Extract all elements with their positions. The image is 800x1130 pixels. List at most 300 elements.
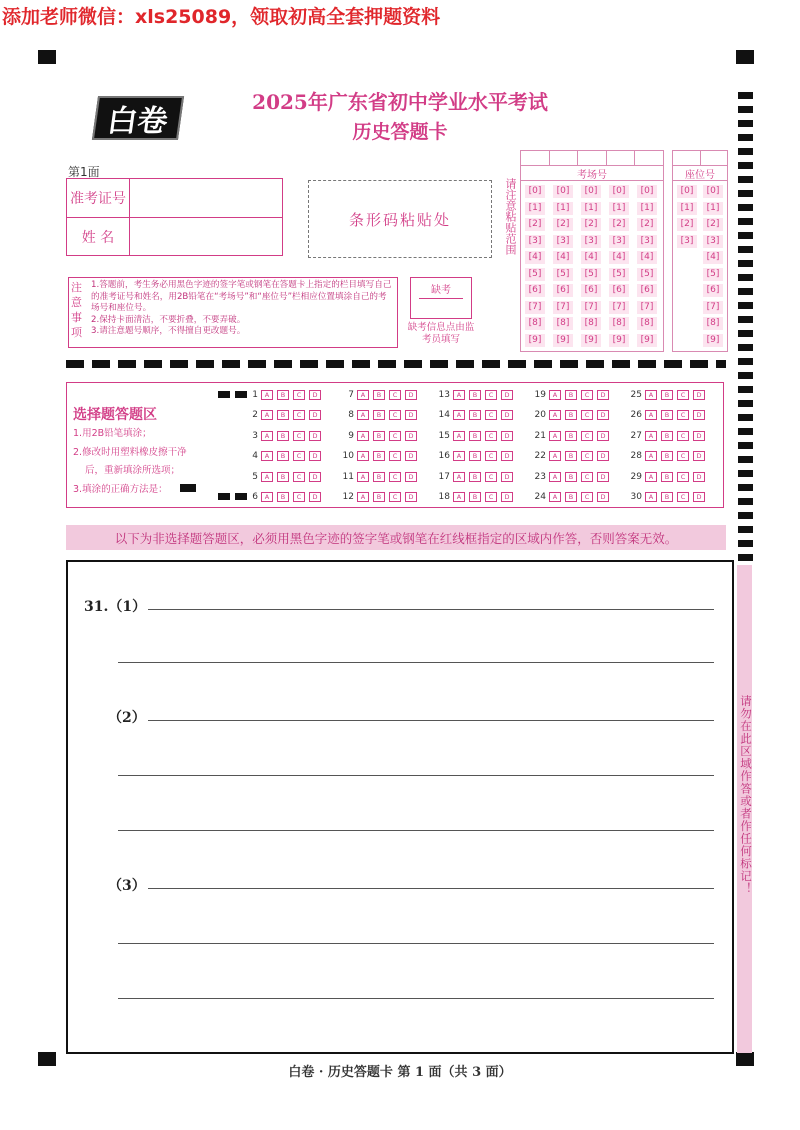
option-bubble[interactable]: C [485, 410, 497, 420]
mc-question [532, 410, 613, 420]
question-number: 27 [630, 430, 642, 441]
note-item: 1.答题前，考生务必用黑色字迹的签字笔或钢笔在答题卡上指定的栏目填写自己的准考证号和姓名，用2B铅笔在“考场号”和“座位号”栏相应位置填涂自己的考场号和座位号。 [91, 280, 392, 313]
timing-mark [738, 386, 753, 393]
part-2-label: （2） [108, 710, 146, 726]
option-bubble[interactable]: B [373, 410, 385, 420]
exam-room-bubble[interactable]: [9] [581, 334, 601, 347]
option-bubble[interactable]: C [581, 451, 593, 461]
mc-question [340, 431, 421, 441]
option-bubble[interactable]: A [261, 431, 273, 441]
timing-mark [738, 456, 753, 463]
mc-question [532, 492, 613, 502]
exam-room-bubble[interactable]: [8] [637, 317, 657, 330]
exam-room-bubble[interactable]: [9] [609, 334, 629, 347]
option-bubble[interactable]: A [357, 390, 369, 400]
exam-room-grid [520, 150, 664, 352]
option-bubble[interactable]: D [501, 451, 513, 461]
seat-bubble[interactable]: [1] [703, 202, 723, 215]
exam-room-bubble[interactable]: [0] [553, 185, 573, 198]
seat-bubble[interactable]: [0] [703, 185, 723, 198]
absent-fill[interactable] [419, 298, 463, 313]
option-bubble[interactable]: C [389, 451, 401, 461]
option-bubble[interactable]: D [597, 472, 609, 482]
exam-room-bubble[interactable]: [8] [609, 317, 629, 330]
option-bubble[interactable]: B [277, 390, 289, 400]
question-number: 2 [252, 410, 258, 421]
timing-mark [738, 330, 753, 337]
timing-mark [738, 302, 753, 309]
exam-room-bubble[interactable]: [6] [525, 284, 545, 297]
answer-line[interactable] [148, 888, 714, 889]
option-bubble[interactable]: B [661, 451, 673, 461]
mc-question [244, 431, 325, 441]
option-bubble[interactable]: B [277, 451, 289, 461]
seat-title: 座位号 [673, 166, 727, 181]
seat-bubble[interactable]: [9] [703, 334, 723, 347]
exam-room-bubble[interactable]: [2] [637, 218, 657, 231]
exam-room-bubble[interactable]: [5] [581, 268, 601, 281]
option-bubble[interactable]: B [565, 472, 577, 482]
option-bubble[interactable]: C [581, 492, 593, 502]
timing-mark [738, 358, 753, 365]
seat-bubble[interactable]: [0] [677, 185, 697, 198]
exam-room-bubble[interactable]: [3] [581, 235, 601, 248]
timing-mark [738, 176, 753, 183]
exam-room-bubble[interactable]: [4] [637, 251, 657, 264]
part-1-label: （1） [108, 599, 147, 615]
timing-mark [738, 148, 753, 155]
option-bubble[interactable]: A [645, 451, 657, 461]
exam-room-bubble[interactable]: [2] [609, 218, 629, 231]
exam-room-bubble[interactable]: [5] [637, 268, 657, 281]
mc-question [436, 390, 517, 400]
option-bubble[interactable]: C [581, 472, 593, 482]
option-bubble[interactable]: A [549, 451, 561, 461]
side-warning: 请勿在此区域作答或者作任何标记！ [739, 695, 753, 895]
option-bubble[interactable]: B [373, 451, 385, 461]
question-number: 31. [84, 599, 109, 615]
exam-room-bubble[interactable]: [6] [553, 284, 573, 297]
timing-mark [738, 288, 753, 295]
option-bubble[interactable]: A [549, 390, 561, 400]
option-bubble[interactable]: B [373, 390, 385, 400]
name-label: 姓 名 [67, 218, 130, 256]
option-bubble[interactable]: D [309, 472, 321, 482]
question-number: 28 [630, 451, 642, 462]
timing-mark [738, 162, 753, 169]
option-bubble[interactable]: A [549, 431, 561, 441]
option-bubble[interactable]: D [597, 451, 609, 461]
mc-question [244, 390, 325, 400]
question-number: 18 [438, 492, 450, 502]
note-item: 3.请注意题号顺序，不得擅自更改题号。 [91, 326, 246, 336]
seat-bubble[interactable]: [5] [703, 268, 723, 281]
timing-mark [738, 190, 753, 197]
option-bubble[interactable]: D [597, 410, 609, 420]
mc-question [532, 451, 613, 461]
timing-mark [738, 554, 753, 561]
absent-label: 缺考 [431, 285, 451, 296]
option-bubble[interactable]: B [373, 431, 385, 441]
option-bubble[interactable]: A [453, 472, 465, 482]
question-31-label [84, 596, 146, 616]
option-bubble[interactable]: D [501, 431, 513, 441]
option-bubble[interactable]: D [405, 431, 417, 441]
option-bubble[interactable]: D [309, 431, 321, 441]
mc-question [340, 410, 421, 420]
option-bubble[interactable]: B [469, 410, 481, 420]
top-ad-text: 添加老师微信：xls25089，领取初高全套押题资料 [2, 6, 441, 28]
option-bubble[interactable]: A [453, 410, 465, 420]
question-number: 4 [252, 451, 258, 462]
barcode-area: 条形码粘贴处 [308, 180, 492, 258]
correct-fill-example [180, 484, 196, 492]
option-bubble[interactable]: A [261, 410, 273, 420]
option-bubble[interactable]: D [501, 472, 513, 482]
question-number: 3 [252, 430, 258, 441]
option-bubble[interactable]: B [565, 451, 577, 461]
option-bubble[interactable]: C [293, 451, 305, 461]
option-bubble[interactable]: A [645, 390, 657, 400]
question-number: 12 [342, 492, 354, 502]
timing-mark [738, 442, 753, 449]
exam-room-bubble[interactable]: [5] [553, 268, 573, 281]
option-bubble[interactable]: C [293, 472, 305, 482]
exam-room-bubble[interactable]: [0] [525, 185, 545, 198]
exam-room-bubble[interactable]: [1] [525, 202, 545, 215]
question-number: 10 [342, 451, 354, 462]
exam-room-bubble[interactable]: [6] [637, 284, 657, 297]
option-bubble[interactable]: C [389, 410, 401, 420]
option-bubble[interactable]: A [261, 472, 273, 482]
exam-room-bubble[interactable]: [6] [609, 284, 629, 297]
seat-bubble[interactable]: [7] [703, 301, 723, 314]
option-bubble[interactable]: D [405, 390, 417, 400]
option-bubble[interactable]: D [501, 492, 513, 502]
mc-question [436, 410, 517, 420]
timing-mark [738, 498, 753, 505]
option-bubble[interactable]: C [293, 431, 305, 441]
option-bubble[interactable]: A [453, 492, 465, 502]
option-bubble[interactable]: C [293, 390, 305, 400]
timing-mark [738, 232, 753, 239]
option-bubble[interactable]: A [261, 492, 273, 502]
exam-room-bubble[interactable]: [8] [553, 317, 573, 330]
question-number: 16 [438, 451, 450, 462]
mc-question [628, 390, 709, 400]
registration-mark [38, 50, 56, 64]
option-bubble[interactable]: B [565, 390, 577, 400]
option-bubble[interactable]: C [677, 410, 689, 420]
exam-room-bubble[interactable]: [2] [553, 218, 573, 231]
notes-box [68, 277, 398, 348]
mc-question [436, 451, 517, 461]
timing-mark [738, 316, 753, 323]
timing-mark [738, 526, 753, 533]
option-bubble[interactable]: C [293, 492, 305, 502]
option-bubble[interactable]: A [261, 390, 273, 400]
answer-line[interactable] [118, 830, 714, 831]
notes-body [91, 280, 393, 338]
mc-question [436, 472, 517, 482]
option-bubble[interactable]: D [501, 410, 513, 420]
option-bubble[interactable]: D [693, 492, 705, 502]
option-bubble[interactable]: A [645, 492, 657, 502]
part-3-label: （3） [108, 878, 146, 894]
exam-room-bubble[interactable]: [1] [637, 202, 657, 215]
exam-room-bubble[interactable]: [7] [525, 301, 545, 314]
exam-room-bubble[interactable]: [0] [609, 185, 629, 198]
option-bubble[interactable]: A [357, 431, 369, 441]
mc-question [532, 431, 613, 441]
answer-line[interactable] [148, 609, 714, 610]
option-bubble[interactable]: C [293, 410, 305, 420]
option-bubble[interactable]: D [309, 410, 321, 420]
exam-room-bubble[interactable]: [9] [637, 334, 657, 347]
option-bubble[interactable]: B [373, 492, 385, 502]
timing-mark [738, 540, 753, 547]
timing-mark [738, 400, 753, 407]
mc-question [340, 390, 421, 400]
option-bubble[interactable]: D [501, 390, 513, 400]
option-bubble[interactable]: A [357, 472, 369, 482]
exam-room-bubble[interactable]: [1] [581, 202, 601, 215]
exam-room-bubble[interactable]: [5] [525, 268, 545, 281]
option-bubble[interactable]: D [597, 492, 609, 502]
exam-room-bubble[interactable]: [2] [581, 218, 601, 231]
option-bubble[interactable]: C [485, 472, 497, 482]
exam-room-bubble[interactable]: [8] [525, 317, 545, 330]
mc-instruction: 3.填涂的正确方法是： [73, 484, 168, 495]
question-number: 8 [348, 410, 354, 421]
option-bubble[interactable]: D [597, 431, 609, 441]
notes-head: 注意事项 [71, 281, 82, 339]
option-bubble[interactable]: B [565, 431, 577, 441]
question-number: 25 [630, 390, 642, 400]
mc-question [244, 410, 325, 420]
option-bubble[interactable]: D [693, 410, 705, 420]
seat-bubble[interactable]: [3] [703, 235, 723, 248]
option-bubble[interactable]: B [469, 472, 481, 482]
option-bubble[interactable]: A [549, 472, 561, 482]
seat-bubble[interactable]: [6] [703, 284, 723, 297]
mc-question [532, 472, 613, 482]
exam-room-bubble[interactable]: [9] [553, 334, 573, 347]
answer-line[interactable] [118, 775, 714, 776]
option-bubble[interactable]: B [277, 492, 289, 502]
note-item: 2.保持卡面清洁，不要折叠，不要弄破。 [91, 314, 246, 325]
question-number: 19 [534, 390, 546, 400]
answer-box[interactable] [66, 560, 734, 1054]
page-footer: 白卷 · 历史答题卡 第 1 面（共 3 面） [288, 1065, 512, 1080]
option-bubble[interactable]: B [469, 492, 481, 502]
option-bubble[interactable]: B [661, 390, 673, 400]
option-bubble[interactable]: A [645, 410, 657, 420]
option-bubble[interactable]: D [597, 390, 609, 400]
exam-room-bubble[interactable]: [1] [609, 202, 629, 215]
option-bubble[interactable]: B [277, 472, 289, 482]
fill-notice: 请注意粘贴范围 [504, 178, 517, 255]
option-bubble[interactable]: B [565, 492, 577, 502]
mc-instruction: 2.修改时用塑料橡皮擦干净 [73, 447, 187, 458]
question-number: 23 [534, 471, 546, 482]
timing-mark [738, 218, 753, 225]
seat-bubble[interactable]: [4] [703, 251, 723, 264]
seat-bubble[interactable]: [3] [677, 235, 697, 248]
timing-mark [738, 246, 753, 253]
option-bubble[interactable]: C [389, 492, 401, 502]
option-bubble[interactable]: B [661, 410, 673, 420]
option-bubble[interactable]: B [373, 472, 385, 482]
mc-question [628, 410, 709, 420]
exam-room-bubble[interactable]: [7] [609, 301, 629, 314]
exam-room-bubble[interactable]: [1] [553, 202, 573, 215]
mc-question [532, 390, 613, 400]
option-bubble[interactable]: C [485, 451, 497, 461]
mc-question [244, 472, 325, 482]
option-bubble[interactable]: D [405, 492, 417, 502]
option-bubble[interactable]: B [661, 472, 673, 482]
option-bubble[interactable]: B [277, 410, 289, 420]
paper-badge: 白卷 [92, 96, 184, 140]
option-bubble[interactable]: A [549, 410, 561, 420]
question-number: 6 [252, 492, 258, 502]
option-bubble[interactable]: C [677, 492, 689, 502]
option-bubble[interactable]: B [469, 390, 481, 400]
seat-bubble[interactable]: [2] [703, 218, 723, 231]
exam-room-bubble[interactable]: [3] [553, 235, 573, 248]
question-number: 11 [342, 471, 354, 482]
option-bubble[interactable]: D [405, 410, 417, 420]
option-bubble[interactable]: B [661, 492, 673, 502]
exam-room-bubble[interactable]: [7] [553, 301, 573, 314]
option-bubble[interactable]: A [261, 451, 273, 461]
option-bubble[interactable]: C [389, 431, 401, 441]
option-bubble[interactable]: C [485, 492, 497, 502]
answer-line[interactable] [148, 720, 714, 721]
option-bubble[interactable]: B [469, 431, 481, 441]
timing-mark [738, 372, 753, 379]
option-bubble[interactable]: C [389, 472, 401, 482]
exam-room-bubble[interactable]: [4] [525, 251, 545, 264]
option-bubble[interactable]: A [357, 451, 369, 461]
exam-room-bubble[interactable]: [2] [525, 218, 545, 231]
answer-line[interactable] [118, 943, 714, 944]
option-bubble[interactable]: D [693, 390, 705, 400]
question-number: 30 [630, 492, 642, 502]
question-number: 15 [438, 430, 450, 441]
option-bubble[interactable]: C [677, 431, 689, 441]
mc-question [628, 472, 709, 482]
mc-question [436, 492, 517, 502]
option-bubble[interactable]: C [485, 390, 497, 400]
seat-bubble[interactable]: [8] [703, 317, 723, 330]
seat-grid [672, 150, 728, 352]
seat-bubble[interactable]: [2] [677, 218, 697, 231]
mc-question [628, 492, 709, 502]
option-bubble[interactable]: C [677, 390, 689, 400]
timing-mark [738, 260, 753, 267]
option-bubble[interactable]: C [677, 472, 689, 482]
exam-room-bubble[interactable]: [0] [637, 185, 657, 198]
timing-mark [738, 470, 753, 477]
option-bubble[interactable]: A [645, 431, 657, 441]
option-bubble[interactable]: A [453, 390, 465, 400]
option-bubble[interactable]: D [693, 472, 705, 482]
seat-bubble[interactable]: [1] [677, 202, 697, 215]
mc-question [244, 451, 325, 461]
option-bubble[interactable]: B [661, 431, 673, 441]
option-bubble[interactable]: A [453, 431, 465, 441]
option-bubble[interactable]: A [357, 492, 369, 502]
option-bubble[interactable]: C [485, 431, 497, 441]
exam-room-bubble[interactable]: [5] [609, 268, 629, 281]
option-bubble[interactable]: B [469, 451, 481, 461]
exam-room-bubble[interactable]: [4] [609, 251, 629, 264]
exam-room-bubble[interactable]: [3] [525, 235, 545, 248]
mc-question [628, 431, 709, 441]
option-bubble[interactable]: A [453, 451, 465, 461]
question-number: 14 [438, 410, 450, 421]
option-bubble[interactable]: A [645, 472, 657, 482]
exam-room-bubble[interactable]: [8] [581, 317, 601, 330]
timing-mark [738, 344, 753, 351]
mc-instruction: 后，重新填涂所选项； [85, 465, 181, 476]
exam-room-bubble[interactable]: [9] [525, 334, 545, 347]
timing-mark [738, 204, 753, 211]
option-bubble[interactable]: C [677, 451, 689, 461]
option-bubble[interactable]: D [405, 451, 417, 461]
option-bubble[interactable]: C [581, 410, 593, 420]
timing-mark [738, 512, 753, 519]
mc-question [628, 451, 709, 461]
option-bubble[interactable]: B [565, 410, 577, 420]
option-bubble[interactable]: D [309, 492, 321, 502]
exam-room-title: 考场号 [521, 166, 663, 181]
exam-room-bubble[interactable]: [0] [581, 185, 601, 198]
timing-mark [738, 414, 753, 421]
question-number: 1 [252, 390, 258, 400]
answer-line[interactable] [118, 998, 714, 999]
question-number: 26 [630, 410, 642, 421]
separator-marks [66, 360, 726, 368]
option-bubble[interactable]: C [581, 431, 593, 441]
id-box [66, 178, 283, 256]
exam-room-bubble[interactable]: [7] [581, 301, 601, 314]
exam-room-bubble[interactable]: [4] [553, 251, 573, 264]
option-bubble[interactable]: D [309, 451, 321, 461]
answer-line[interactable] [118, 662, 714, 663]
exam-room-bubble[interactable]: [4] [581, 251, 601, 264]
option-bubble[interactable]: D [405, 472, 417, 482]
option-bubble[interactable]: C [389, 390, 401, 400]
option-bubble[interactable]: A [549, 492, 561, 502]
option-bubble[interactable]: D [309, 390, 321, 400]
option-bubble[interactable]: D [693, 451, 705, 461]
exam-room-bubble[interactable]: [3] [637, 235, 657, 248]
option-bubble[interactable]: D [693, 431, 705, 441]
exam-room-bubble[interactable]: [7] [637, 301, 657, 314]
timing-mark [738, 484, 753, 491]
mc-question [436, 431, 517, 441]
option-bubble[interactable]: A [357, 410, 369, 420]
exam-room-bubble[interactable]: [3] [609, 235, 629, 248]
non-choice-banner: 以下为非选择题答题区，必须用黑色字迹的签字笔或钢笔在红线框指定的区域内作答，否则答案无效。 [66, 525, 726, 550]
option-bubble[interactable]: B [277, 431, 289, 441]
exam-room-bubble[interactable]: [6] [581, 284, 601, 297]
side-warning-strip [737, 565, 752, 1053]
option-bubble[interactable]: C [581, 390, 593, 400]
